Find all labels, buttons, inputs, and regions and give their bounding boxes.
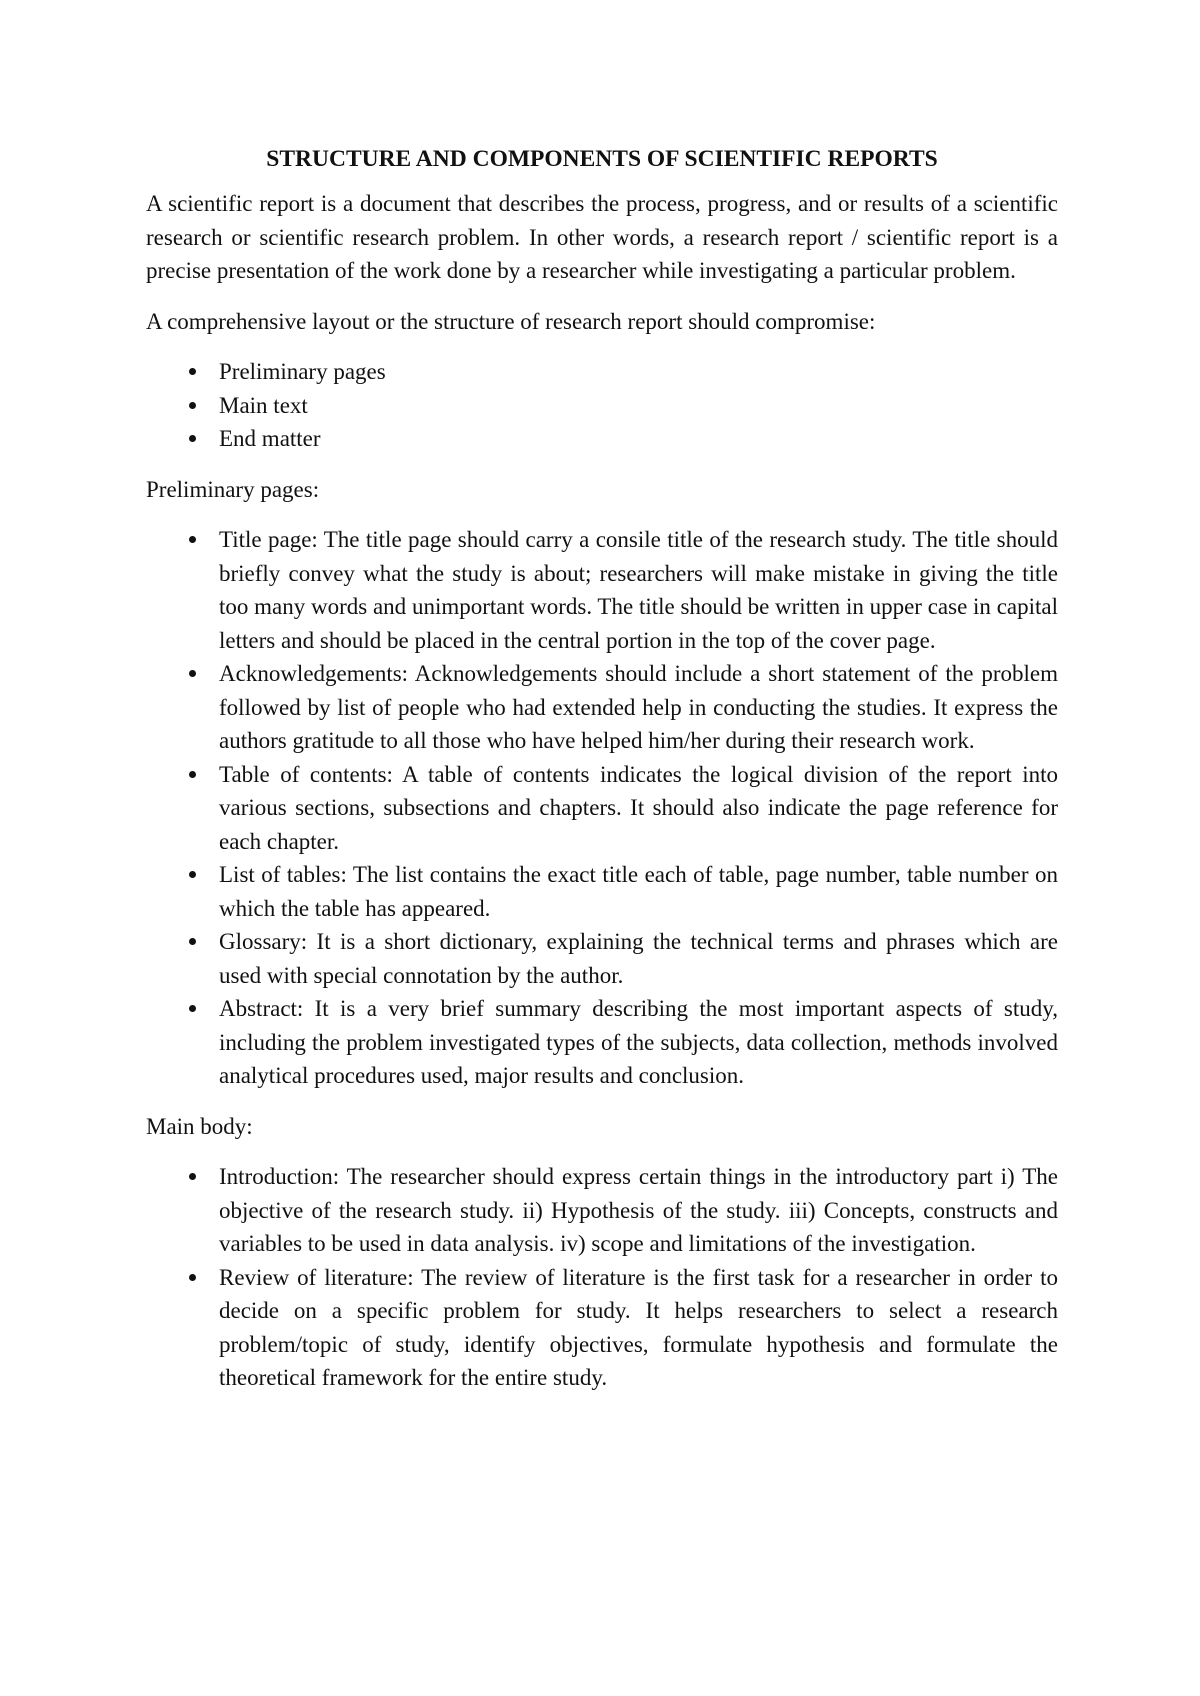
bullet-icon [185, 657, 199, 691]
list-item-text: Introduction: The researcher should express certain things in the introductory part i) The objective of the research study. ii) Hypothesis of the study. iii) Concepts, constructs and variables to be used in data analysis. iv) scope and limitations of the investigation. [219, 1164, 1058, 1256]
list-item [146, 858, 1058, 925]
list-item [146, 422, 1058, 456]
bullet-icon [185, 422, 199, 456]
bullet-icon [185, 355, 199, 389]
bullet-icon [185, 523, 199, 557]
list-item [146, 523, 1058, 657]
bullet-icon [185, 992, 199, 1026]
list-item [146, 389, 1058, 423]
bullet-icon [185, 389, 199, 423]
preliminary-list [146, 523, 1058, 1093]
structure-list [146, 355, 1058, 456]
list-item-text: List of tables: The list contains the exact title each of table, page number, table number on which the table has appeared. [219, 862, 1058, 921]
bullet-icon [185, 758, 199, 792]
list-item [146, 992, 1058, 1093]
list-item-text: Table of contents: A table of contents indicates the logical division of the report into various sections, subsections and chapters. It should also indicate the page reference for each chapter. [219, 761, 1058, 854]
list-item-text: Title page: The title page should carry a consile title of the research study. The title should briefly convey what the study is about; researchers will make mistake in giving the title too many words and unimportant words. The title should be written in upper case in capital letters and should be placed in the central portion in the top of the cover page. [219, 527, 1058, 653]
document-title: STRUCTURE AND COMPONENTS OF SCIENTIFIC REPORTS [266, 146, 938, 172]
layout-paragraph: A comprehensive layout or the structure of research report should compromise: [146, 308, 876, 334]
bullet-icon [185, 858, 199, 892]
list-item-text: Abstract: It is a very brief summary describing the most important aspects of study, including the problem investigated types of the subjects, data collection, methods involved analytical procedures used, major results and conclusion. [219, 996, 1058, 1088]
preliminary-heading: Preliminary pages: [146, 476, 320, 502]
bullet-icon [185, 925, 199, 959]
list-item-text: End matter [219, 426, 321, 451]
intro-paragraph: A scientific report is a document that describes the process, progress, and or results of a scientific research or scientific research problem. In other words, a research report / scientific report is a precise presentation of the work done by a researcher while investigating a particular problem. [146, 191, 1058, 283]
list-item [146, 925, 1058, 992]
main-body-heading: Main body: [146, 1113, 253, 1139]
list-item [146, 758, 1058, 859]
list-item-text: Main text [219, 392, 308, 418]
list-item [146, 657, 1058, 758]
list-item [146, 1160, 1058, 1261]
main-body-list [146, 1160, 1058, 1395]
list-item [146, 355, 1058, 389]
bullet-icon [185, 1261, 199, 1295]
page-content [146, 143, 1058, 1412]
list-item-text: Preliminary pages [219, 359, 386, 384]
list-item-text: Review of literature: The review of literature is the first task for a researcher in order to decide on a specific problem for study. It helps researchers to select a research problem/topic of study, identify objectives, formulate hypothesis and formulate the theoretical framework for the entire study. [219, 1264, 1058, 1390]
list-item-text: Glossary: It is a short dictionary, explaining the technical terms and phrases which are used with special connotation by the author. [219, 929, 1058, 988]
list-item [146, 1261, 1058, 1395]
list-item-text: Acknowledgements: Acknowledgements should include a short statement of the problem followed by list of people who had extended help in conducting the studies. It express the authors gratitude to all those who have helped him/her during their research work. [219, 661, 1058, 753]
bullet-icon [185, 1160, 199, 1194]
